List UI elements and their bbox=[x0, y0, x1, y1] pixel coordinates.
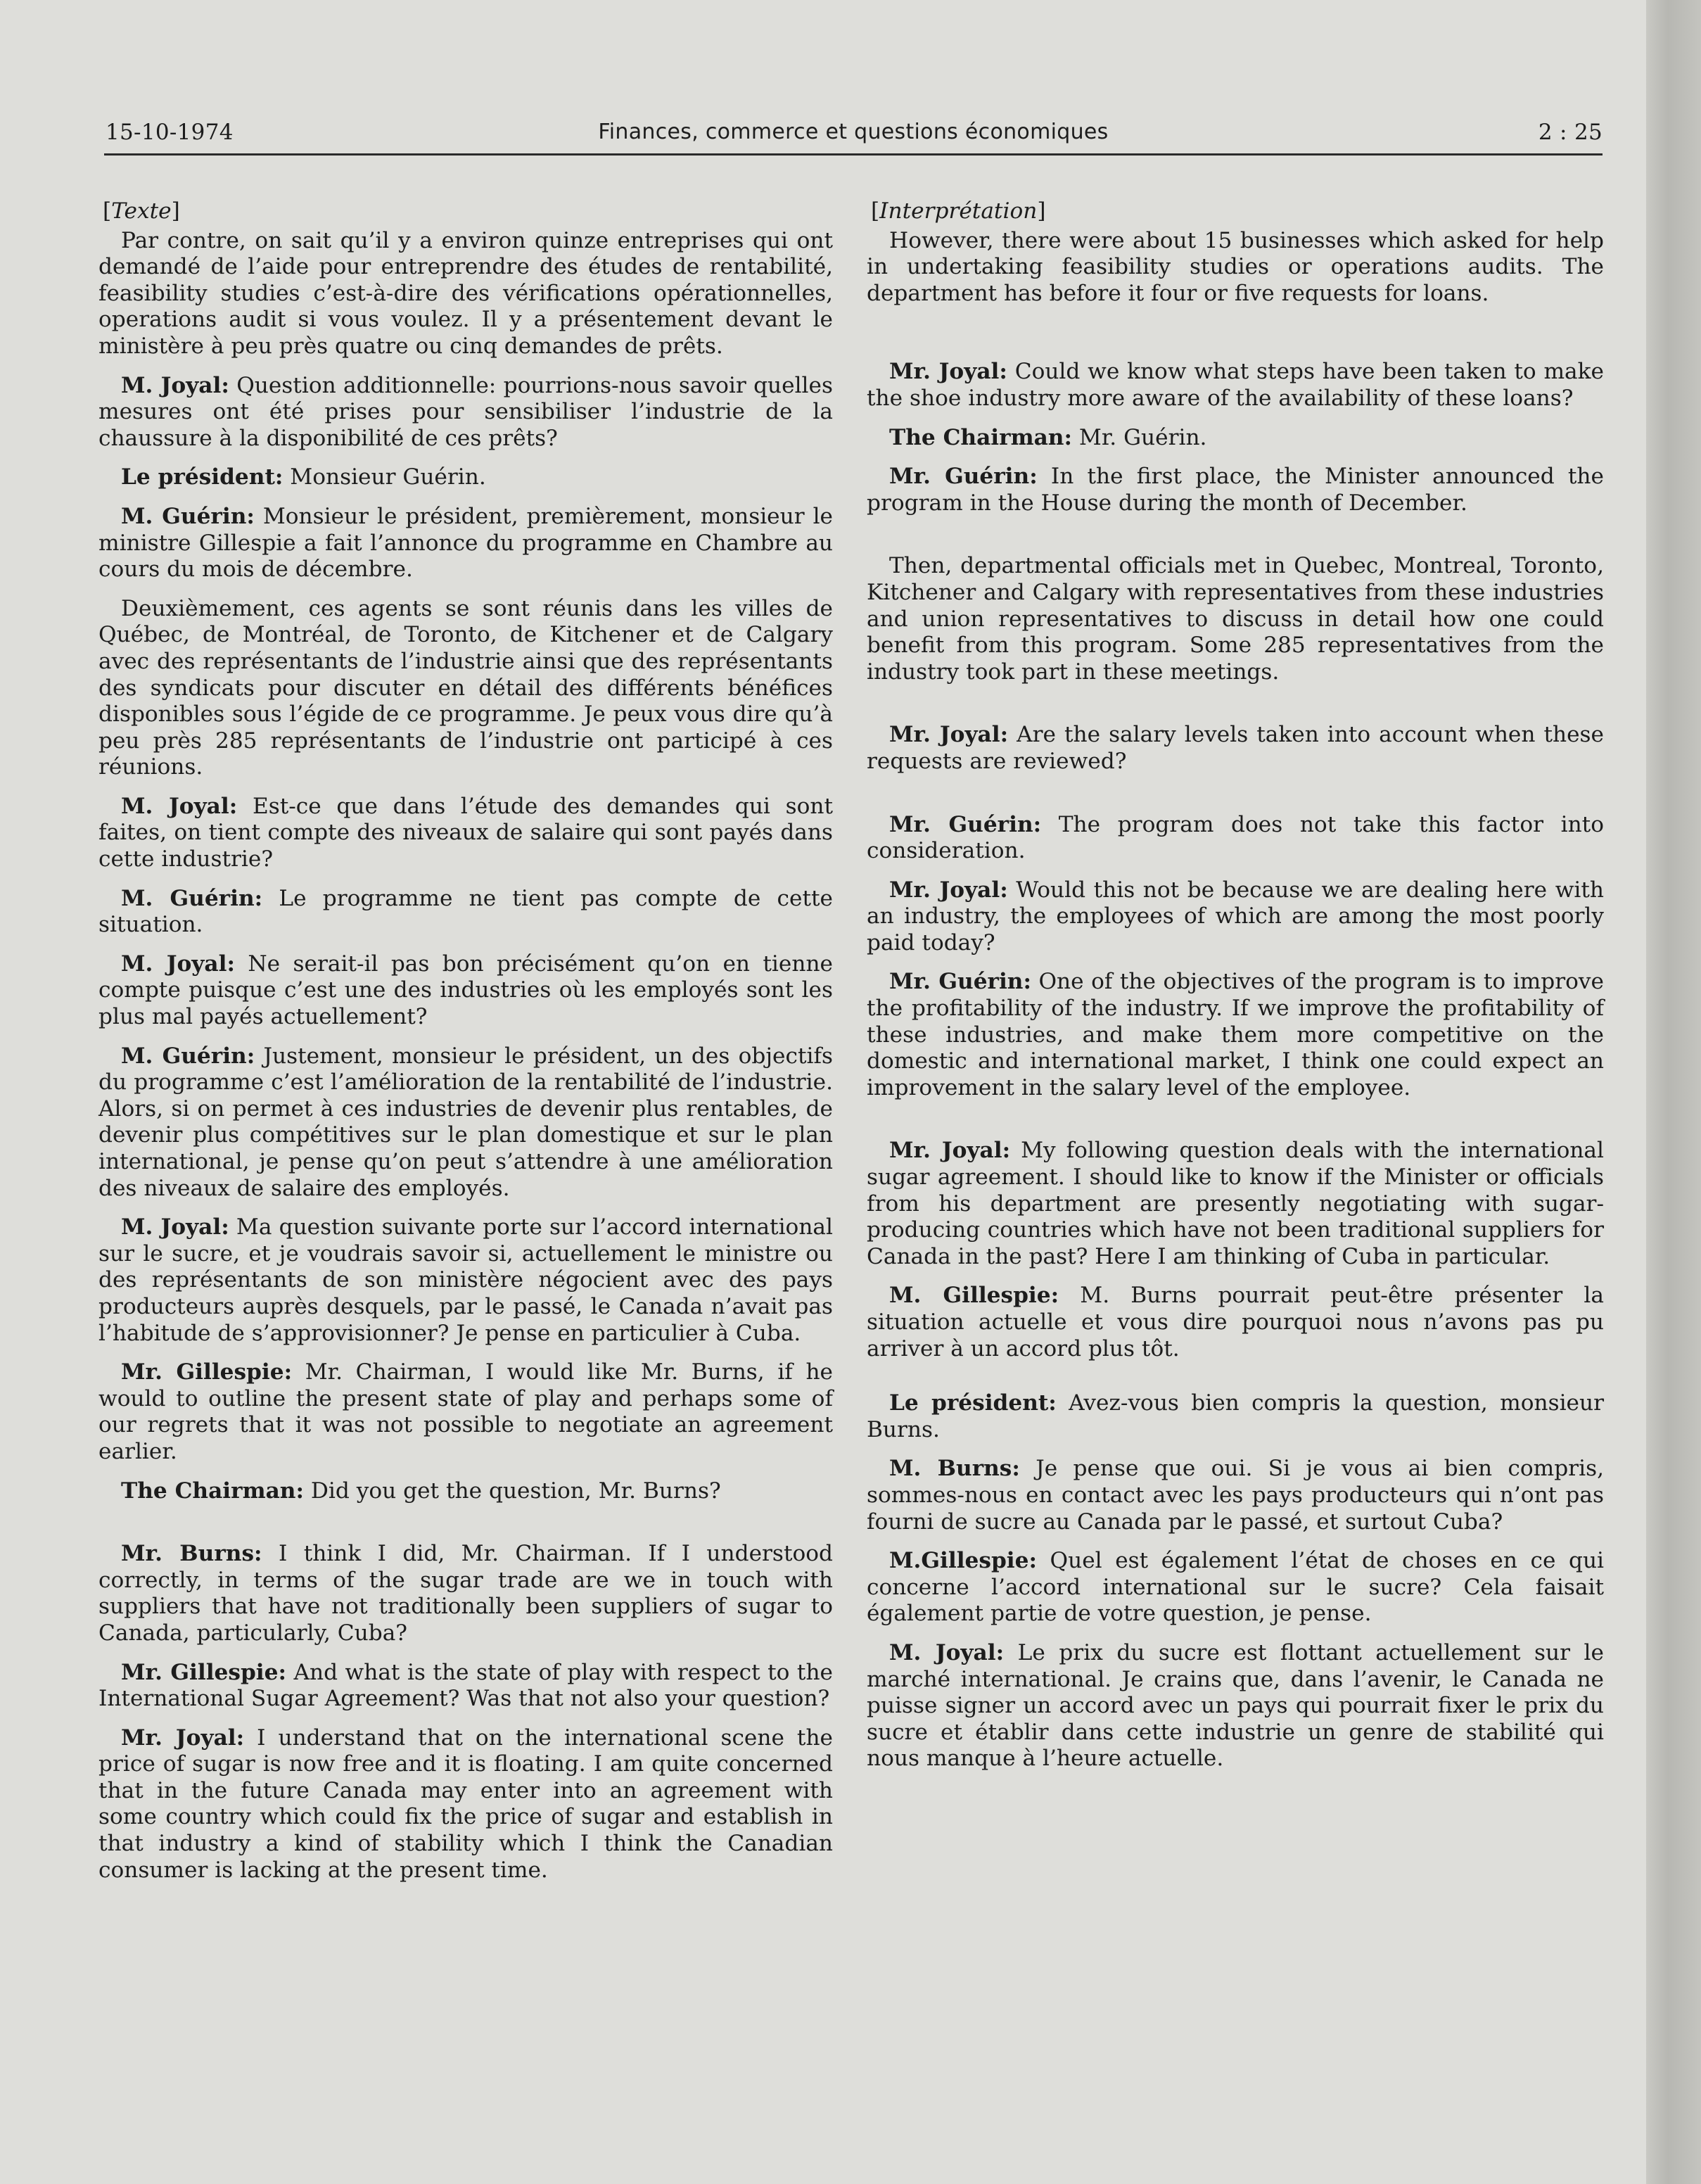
paragraph-text: The program does not take this factor into consideration. bbox=[867, 811, 1604, 864]
right-column bbox=[867, 198, 1604, 1785]
speaker-name: Le président: bbox=[121, 464, 284, 490]
spacer bbox=[867, 1375, 1604, 1390]
paragraph-text: One of the objectives of the program is to improve the profitability of the industry. If we improve the profitability of these industries, and make them more competitive on the domestic and international market, I think one could expect an improvement in the salary level of the employee. bbox=[867, 969, 1604, 1100]
speaker-name: Mr. Joyal: bbox=[889, 359, 1007, 385]
paragraph bbox=[867, 553, 1604, 685]
paragraph-text: Ne serait-il pas bon précisément qu’on en tienne compte puisque c’est une des industries où les employés sont les plus mal payés actuellement? bbox=[98, 951, 833, 1030]
paragraph-text: M. Burns pourrait peut-être présenter la situation actuelle et vous dire pourquoi nous n’avons pas pu arriver à un accord plus tôt. bbox=[867, 1283, 1605, 1361]
page-header bbox=[104, 117, 1603, 155]
paragraph-text: I understand that on the international scene the price of sugar is now free and it is floating. I am quite concerned that in the future Canada may enter into an agreement with some country which could fix the price of sugar and establish in that industry a kind of stability which I think the Canadian consumer is lacking at the present time. bbox=[98, 1725, 833, 1883]
paragraph-text: Le programme ne tient pas compte de cette situation. bbox=[98, 885, 833, 938]
paragraph bbox=[98, 1214, 833, 1347]
speaker-name: The Chairman: bbox=[121, 1478, 304, 1504]
spacer bbox=[867, 319, 1604, 359]
left-column bbox=[98, 198, 833, 1896]
section-tag-texte: [Texte] bbox=[103, 198, 180, 224]
speaker-name: M. Guérin: bbox=[121, 503, 255, 529]
paragraph bbox=[867, 425, 1604, 452]
speaker-name: Mr. Joyal: bbox=[121, 1725, 245, 1751]
header-date: 15-10-1974 bbox=[106, 120, 234, 145]
paragraph bbox=[98, 1541, 833, 1646]
speaker-name: Mr. Joyal: bbox=[889, 722, 1009, 748]
paragraph-text: Quel est également l’état de choses en ce qui concerne l’accord international sur le sucre? Cela faisait également partie de votre question, je pense. bbox=[867, 1548, 1604, 1627]
paragraph-text: However, there were about 15 businesses which asked for help in undertaking feasibility studies or operations audits. The department has before it four or five requests for loans. bbox=[867, 227, 1604, 306]
speaker-name: M. Guérin: bbox=[121, 1043, 255, 1069]
speaker-name: Le président: bbox=[889, 1390, 1057, 1416]
paragraph bbox=[98, 1359, 833, 1465]
paragraph bbox=[867, 812, 1604, 865]
speaker-name: M.Gillespie: bbox=[889, 1548, 1037, 1574]
paragraph-text: Est-ce que dans l’étude des demandes qui sont faites, on tient compte des niveaux de salaire qui sont payés dans cette industrie? bbox=[98, 793, 833, 872]
header-page-number: 2 : 25 bbox=[1538, 120, 1603, 145]
spacer bbox=[867, 788, 1604, 812]
speaker-name: M. Joyal: bbox=[121, 372, 229, 398]
speaker-name: M. Burns: bbox=[889, 1456, 1020, 1482]
paragraph-text: Le prix du sucre est flottant actuellement sur le marché international. Je crains que, dans l’avenir, le Canada ne puisse signer un accord avec un pays qui pourrait fixer le prix du sucre et établir dans cette industrie un genre de stabilité qui nous manque à l’heure actuelle. bbox=[867, 1639, 1604, 1772]
speaker-name: Mr. Gillespie: bbox=[121, 1359, 293, 1385]
header-title: Finances, commerce et questions économiques bbox=[598, 120, 1109, 144]
paragraph-text: Monsieur Guérin. bbox=[283, 464, 486, 490]
paragraph-text: Did you get the question, Mr. Burns? bbox=[303, 1478, 721, 1504]
paragraph-text: Ma question suivante porte sur l’accord international sur le sucre, et je voudrais savoir si, actuellement le ministre ou des représentants de son ministère négocient avec des pays producteurs auprès desquels, par le passé, le Canada n’avait pas l’habitude de s’approvisionner? Je pense en particulier à Cuba. bbox=[98, 1214, 833, 1346]
paragraph-text: My following question deals with the international sugar agreement. I should like to know if the Minister or officials from his department are presently negotiating with sugar-producing countries which have not been traditional suppliers for Canada in the past? Here I am thinking of Cuba in particular. bbox=[867, 1138, 1604, 1269]
speaker-name: The Chairman: bbox=[889, 424, 1072, 450]
paragraph bbox=[867, 359, 1604, 412]
paragraph bbox=[98, 1725, 833, 1884]
speaker-name: Mr. Guérin: bbox=[889, 464, 1038, 490]
speaker-name: M. Joyal: bbox=[121, 951, 235, 977]
spacer bbox=[867, 529, 1604, 553]
section-tag-label: Texte bbox=[111, 198, 172, 224]
speaker-name: Mr. Joyal: bbox=[889, 1138, 1011, 1164]
paragraph bbox=[98, 794, 833, 873]
paragraph-text: And what is the state of play with respect to the International Sugar Agreement? Was that not also your question? bbox=[98, 1659, 833, 1712]
paragraph-text: Are the salary levels taken into account when these requests are reviewed? bbox=[867, 722, 1604, 774]
paragraph-text: Avez-vous bien compris la question, monsieur Burns. bbox=[867, 1390, 1605, 1442]
speaker-name: M. Joyal: bbox=[121, 1214, 229, 1240]
paragraph bbox=[98, 1660, 833, 1713]
speaker-name: M. Guérin: bbox=[121, 885, 263, 911]
paragraph-text: Then, departmental officials met in Quebec, Montreal, Toronto, Kitchener and Calgary with representatives from these industries and union representatives to discuss in detail how one could benefit from this program. Some 285 representatives from the industry took part in these meetings. bbox=[867, 553, 1604, 685]
paragraph-text: Je pense que oui. Si je vous ai bien compris, sommes-nous en contact avec les pays producteurs qui n’ont pas fourni de sucre au Canada par le passé, et surtout Cuba? bbox=[867, 1456, 1604, 1535]
spacer bbox=[98, 1517, 833, 1541]
speaker-name: M. Gillespie: bbox=[889, 1283, 1059, 1309]
paragraph bbox=[98, 1043, 833, 1202]
speaker-name: Mr. Gillespie: bbox=[121, 1659, 286, 1685]
paragraph-text: In the first place, the Minister announced the program in the House during the month of December. bbox=[867, 464, 1604, 516]
speaker-name: M. Joyal: bbox=[889, 1639, 1005, 1665]
paragraph bbox=[98, 886, 833, 939]
paragraph bbox=[867, 1390, 1604, 1443]
speaker-name: Mr. Guérin: bbox=[889, 811, 1042, 837]
speaker-name: M. Joyal: bbox=[121, 793, 238, 819]
paragraph bbox=[867, 228, 1604, 307]
section-tag-label: Interprétation bbox=[879, 198, 1038, 224]
speaker-name: Mr. Guérin: bbox=[889, 969, 1031, 995]
paragraph-text: Question additionnelle: pourrions-nous savoir quelles mesures ont été prises pour sensibiliser l’industrie de la chaussure à la disponibilité de ces prêts? bbox=[98, 372, 833, 451]
paragraph bbox=[867, 1548, 1604, 1627]
spacer bbox=[867, 1114, 1604, 1138]
paragraph bbox=[98, 373, 833, 452]
paragraph-text: Could we know what steps have been taken to make the shoe industry more aware of the availability of these loans? bbox=[867, 359, 1604, 411]
speaker-name: Mr. Joyal: bbox=[889, 877, 1008, 903]
paragraph-text: Mr. Chairman, I would like Mr. Burns, if he would to outline the present state of play and perhaps some of our regrets that it was not possible to negotiate an agreement earlier. bbox=[98, 1359, 833, 1464]
paragraph-text: Monsieur le président, premièrement, monsieur le ministre Gillespie a fait l’annonce du programme en Chambre au cours du mois de décembre. bbox=[98, 503, 833, 583]
paragraph bbox=[867, 1456, 1604, 1535]
paragraph bbox=[98, 951, 833, 1031]
speaker-name: Mr. Burns: bbox=[121, 1541, 262, 1567]
paragraph-text: Would this not be because we are dealing here with an industry, the employees of which are among the most poorly paid today? bbox=[867, 877, 1604, 956]
paragraph-text: Deuxièmement, ces agents se sont réunis dans les villes de Québec, de Montréal, de Toronto, de Kitchener et de Calgary avec des représentants de l’industrie ainsi que des représentants des syndicats pour discuter en détail des différents bénéfices disponibles sous l’égide de ce programme. Je peux vous dire qu’à peu près 285 représentants de l’industrie ont participé à ces réunions. bbox=[98, 595, 833, 780]
paragraph-text: I think I did, Mr. Chairman. If I understood correctly, in terms of the sugar trade are we in touch with suppliers that have not traditionally been suppliers of sugar to Canada, particularly, Cuba? bbox=[98, 1541, 833, 1646]
paragraph-text: Justement, monsieur le président, un des objectifs du programme c’est l’amélioration de la rentabilité de l’industrie. Alors, si on permet à ces industries de devenir plus rentables, de devenir plus compétitives sur le plan domestique et sur le plan international, je pense qu’on peut s’attendre à une amélioration des niveaux de salaire des employés. bbox=[98, 1043, 834, 1201]
paragraph bbox=[867, 1640, 1604, 1772]
paragraph bbox=[98, 1478, 833, 1505]
paragraph bbox=[867, 1138, 1604, 1270]
paragraph bbox=[867, 722, 1604, 775]
paragraph bbox=[867, 1283, 1604, 1362]
paragraph bbox=[867, 877, 1604, 957]
section-tag-interpretation: [Interprétation] bbox=[871, 198, 1046, 224]
paragraph bbox=[98, 464, 833, 491]
paragraph bbox=[98, 596, 833, 781]
paragraph-text: Par contre, on sait qu’il y a environ quinze entreprises qui ont demandé de l’aide pour entreprendre des études de rentabilité, feasibility studies c’est-à-dire des vérifications opérationnelles, operations audit si vous voulez. Il y a présentement devant le ministère à peu près quatre ou cinq demandes de prêts. bbox=[98, 227, 833, 359]
paragraph bbox=[98, 504, 833, 583]
paragraph bbox=[867, 464, 1604, 516]
paragraph bbox=[98, 228, 833, 360]
page-edge bbox=[1646, 0, 1701, 2184]
spacer bbox=[867, 698, 1604, 722]
paragraph-text: Mr. Guérin. bbox=[1071, 424, 1207, 450]
paragraph bbox=[867, 969, 1604, 1101]
